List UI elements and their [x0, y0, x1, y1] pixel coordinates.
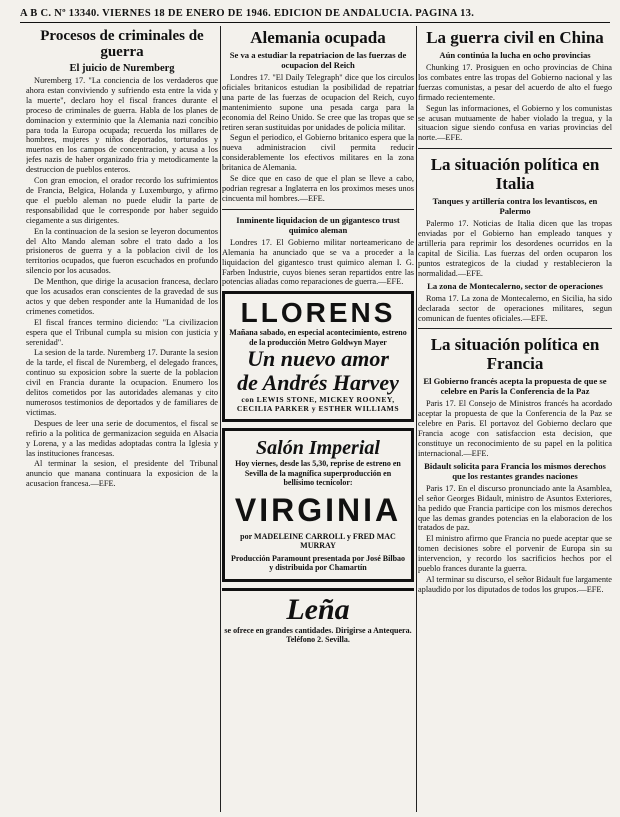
- paragraph: Nuremberg 17. "La conciencia de los verdaderos que ahora estan conviviendo y sufriendo esta entre la vida y la muerte", declaro hoy el fiscal frances durante el proceso de criminales de guerra. Habla de los planes de dominacion y exterminio que la Alemania nazi concibio para toda la Europa ocupada; recuerda los millares de hombres, mujeres y niños deportados, torturados y muertos en los campos de concentracion, y acusa a los jefes nazis de haber organizado fria y metodicamente la destruccion de pueblos enteros.: [26, 76, 218, 175]
- cinema-ad-imperial: [222, 428, 414, 582]
- paragraph: Londres 17. "El Daily Telegraph" dice que los circulos oficiales britanicos estudian la posibilidad de repatriar una parte de las fuerzas de ocupacion del Reich, cuyo mantenimiento supone una pesada carga para la economia del Reino Unido. Se cree que las tropas que se retiren seran sustituidas por unidades de policia militar.: [222, 73, 414, 132]
- article-kicker: La zona de Montecalerno, sector de operaciones: [427, 280, 603, 291]
- paragraph: Londres 17. El Gobierno militar norteamericano de Alemania ha anunciado que se va a proceder a la liquidacion del gigantesco trust quimico aleman I. G. Farben Industrie, cuyos bienes seran repartidos entre las potencias aliadas como reparaciones de guerra.—EFE.: [222, 237, 414, 287]
- paragraph: Al terminar su discurso, el señor Bidault fue largamente aplaudido por los diputados de todos los grupos.—EFE.: [418, 575, 612, 594]
- ad-cinema-name: LLORENS: [240, 297, 396, 329]
- paragraph: La sesion de la tarde. Nuremberg 17. Durante la sesion de la tarde, el fiscal de Nuremberg, el delegado frances, continuo su exposicion sobre la suerte de la poblacion civil en Francia durante la ocupacion. Enumero los delitos cometidos por las autoridades alemanas y cito numerosos testimonios de deportados y de familiares de victimas.: [26, 348, 218, 417]
- article-body: [222, 238, 414, 288]
- paragraph: El fiscal frances termino diciendo: "La civilizacion espera que el Tribunal cumpla su mision con justicia y serenidad".: [26, 317, 218, 347]
- ad-title: Leña: [286, 592, 350, 626]
- article-body: [418, 399, 612, 458]
- divider: [418, 148, 612, 149]
- paragraph: Paris 17. El Consejo de Ministros francés ha acordado aceptar la propuesta de que la Conferencia de la Paz se celebre en Paris. El portavoz del Gobierno declaro que Francia acoge con satisfaccion esta decision, que constituye un reconocimiento de su papel en la politica internacional.—EFE.: [418, 399, 612, 458]
- article-body: [418, 219, 612, 278]
- column-1: [26, 26, 218, 816]
- paragraph: Segun el periodico, el Gobierno britanico espera que la nueva administracion civil permita reducir considerablemente los efectivos militares en la zona britanica de Alemania.: [222, 133, 414, 173]
- article-title: La situación política en Francia: [430, 335, 600, 374]
- paragraph: Roma 17. La zona de Montecalerno, en Sicilia, ha sido declarada sector de operaciones militares, segun comunican de fuentes oficiales.—EFE.: [418, 293, 612, 323]
- paragraph: En la continuacion de la sesion se leyeron documentos del Alto Mando aleman sobre el trato dado a los prisioneros de guerra y a la poblacion civil de los territorios ocupados, que fueron escuchados en profundo silencio por los acusados.: [26, 226, 218, 276]
- article-subtitle: Se va a estudiar la repatriacion de las fuerzas de ocupacion del Reich: [229, 50, 407, 70]
- article-body: [418, 294, 612, 324]
- article-body: [222, 73, 414, 204]
- cinema-ad-llorens: [222, 291, 414, 422]
- article-title: La guerra civil en China: [426, 28, 604, 47]
- article-title: La situación política en Italia: [430, 155, 600, 194]
- column-2: [222, 26, 414, 816]
- article-body: [418, 63, 612, 143]
- ad-cast: con LEWIS STONE, MICKEY ROONEY, CECILIA PARKER y ESTHER WILLIAMS: [236, 395, 400, 414]
- article-subtitle: El juicio de Nuremberg: [69, 63, 175, 74]
- ad-film-title: Un nuevo amor: [247, 346, 389, 372]
- article-kicker: Bidault solicita para Francia los mismos derechos que los restantes grandes naciones: [424, 460, 606, 481]
- ad-text: Mañana sabado, en especial acontecimiento, estreno de la producción Metro Goldwyn Mayer: [229, 328, 407, 347]
- article-title: Procesos de criminales de guerra: [40, 28, 204, 60]
- ad-film-title: de Andrés Harvey: [237, 370, 399, 396]
- column-rule: [220, 26, 221, 812]
- paragraph: Al terminar la sesion, el presidente del Tribunal anuncio que manana continuara la exposicion de la acusacion francesa.—EFE.: [26, 459, 218, 489]
- paragraph: Chunking 17. Prosiguen en ocho provincias de China los combates entre las tropas del Gobierno nacional y las fuerzas comunistas, a pesar del acuerdo de alto el fuego firmado recientemente.: [418, 63, 612, 102]
- article-title: Alemania ocupada: [250, 28, 386, 47]
- classified-ad-lena: [222, 588, 414, 645]
- paragraph: Se dice que en caso de que el plan se lleve a cabo, podrian regresar a Inglaterra en los proximos meses unos cincuenta mil hombres.—EFE.: [222, 174, 414, 203]
- ad-text: Hoy viernes, desde las 5,30, reprise de estreno en Sevilla de la magnífica superproducción en bellísimo tecnicolor:: [235, 459, 401, 488]
- article-body: [26, 76, 218, 489]
- article-subtitle: Aún continúa la lucha en ocho provincias: [439, 50, 591, 60]
- article-subtitle: Tanques y artillería contra los levantiscos, en Palermo: [432, 196, 598, 217]
- article-body: [418, 484, 612, 595]
- ad-text: se ofrece en grandes cantidades. Dirigirse a Antequera. Teléfono 2. Sevilla.: [224, 625, 412, 645]
- ad-cinema-name: Salón Imperial: [256, 437, 380, 460]
- ad-cast: por MADELEINE CARROLL y FRED MAC MURRAY: [240, 531, 396, 551]
- article-kicker: Inminente liquidacion de un gigantesco trust quimico aleman: [236, 214, 400, 235]
- ad-text: Producción Paramount presentada por José Bilbao y distribuida por Chamartín: [231, 553, 406, 573]
- paragraph: Segun las informaciones, el Gobierno y los comunistas se acusan mutuamente de haber violado la tregua, y la situacion sigue siendo confusa en varias provincias del norte.—EFE.: [418, 103, 612, 143]
- paragraph: De Menthon, que dirige la acusacion francesa, declaro que los acusados eran conscientes de la gravedad de sus actos y que deben responder ante la Humanidad de los crimenes cometidos.: [26, 277, 218, 316]
- paragraph: Despues de leer una serie de documentos, el fiscal se refirio a la politica de germanizacion seguida en Alsacia y Lorena, y a las medidas adoptadas contra la Iglesia y las instituciones francesas.: [26, 418, 218, 458]
- paragraph: Paris 17. En el discurso pronunciado ante la Asamblea, el señor Georges Bidault, ministro de Asuntos Exteriores, ha pedido que Francia participe con los mismos derechos que las demas grandes potencias en la elaboracion de los tratados de paz.: [418, 483, 612, 533]
- column-3: [418, 26, 612, 816]
- paragraph: Palermo 17. Noticias de Italia dicen que las tropas enviadas por el Gobierno han empleado tanques y artilleria para reprimir los desordenes ocurridos en la capital de Sicilia. Las fuerzas del orden ocuparon los puntos estrategicos de la ciudad y restablecieron la normalidad.—EFE.: [418, 219, 612, 278]
- paragraph: Con gran emocion, el orador recordo los sufrimientos de Francia, Belgica, Holanda y Luxemburgo, y afirmo que el pueblo aleman no puede eludir la parte de responsabilidad que le corresponde por haber seguido ciegamente a sus dirigentes.: [26, 176, 218, 225]
- ad-film-title: VIRGINIA: [234, 491, 402, 528]
- article-subtitle: El Gobierno francés acepta la propuesta de que se celebre en París la Conferencia de la Paz: [423, 376, 607, 397]
- divider: [222, 209, 414, 210]
- column-rule: [416, 26, 417, 812]
- paragraph: El ministro afirmo que Francia no puede aceptar que se tomen decisiones sobre el porvenir de Europa sin su intervencion, y recordo los sacrificios hechos por el pueblo frances durante la guerra.: [418, 534, 612, 574]
- masthead: A B C. Nº 13340. VIERNES 18 DE ENERO DE 1946. EDICION DE ANDALUCIA. PAGINA 13.: [20, 8, 610, 23]
- divider: [418, 328, 612, 329]
